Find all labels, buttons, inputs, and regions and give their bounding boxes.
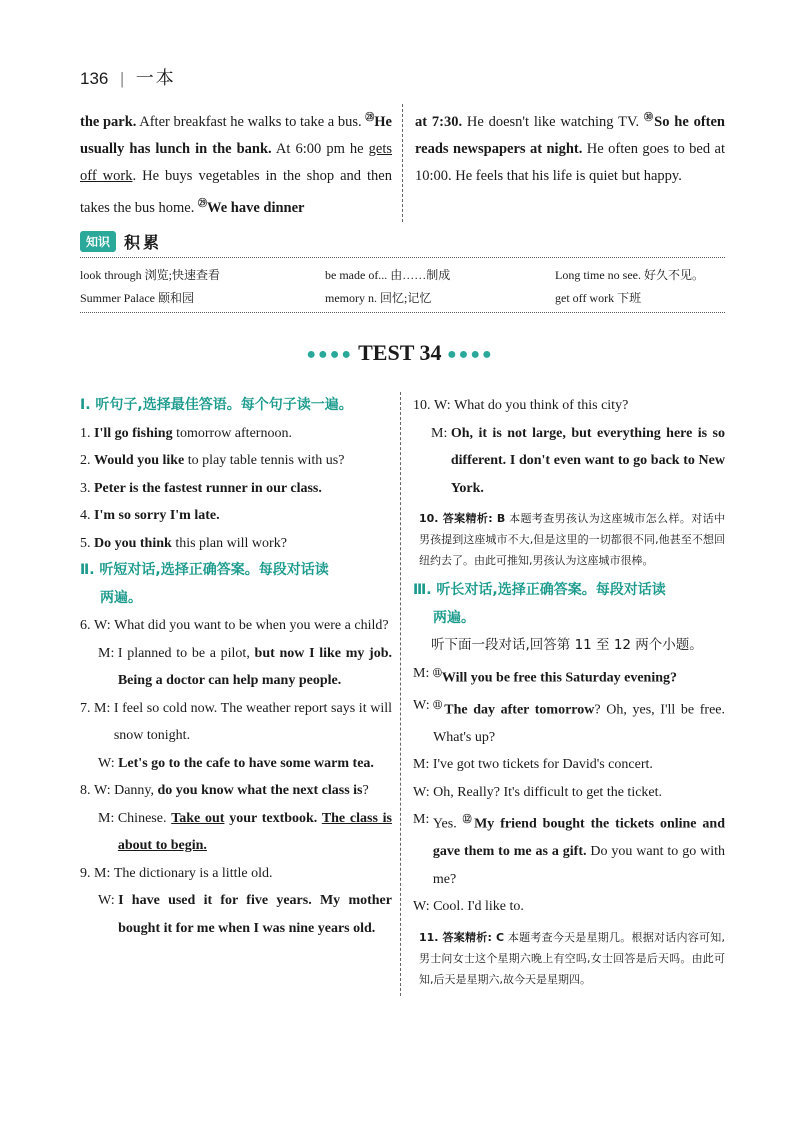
speaker: W: <box>413 899 434 915</box>
vocab-item: Long time no see. 好久不见。 <box>555 268 704 282</box>
question-number: 2. <box>80 453 94 468</box>
question-10-reply <box>413 420 725 503</box>
speaker: M: <box>94 700 114 716</box>
question-text: tomorrow afternoon. <box>172 425 292 441</box>
section-2-title <box>80 557 392 612</box>
passage-text: After breakfast he walks to take a bus. <box>136 113 362 130</box>
knowledge-header <box>80 230 725 258</box>
dialogue-bold: but now I like my job. Being a doctor can help many people. <box>117 645 393 688</box>
speaker: W: <box>94 618 115 633</box>
dialogue-bold: My friend bought the tickets online and gave them to me as a gift. <box>432 816 725 860</box>
question-2 <box>80 447 392 475</box>
passage-text: So he often reads newspapers at night. <box>415 113 725 157</box>
test-title-text: TEST 34 <box>358 340 442 365</box>
passage-text: We have dinner <box>207 199 305 216</box>
passage-text: . He buys vegetables in the shop and then takes the bus home. <box>80 167 392 216</box>
passage-text: He often goes to bed at 10:00. He feels that his life is quiet but happy. <box>415 140 725 184</box>
underlined-phrase: Take out <box>171 810 225 826</box>
speaker: W: <box>98 893 119 908</box>
passage-text: the park. <box>80 113 137 130</box>
vocab-item: be made of... 由……制成 <box>325 268 451 282</box>
speaker: M: <box>413 757 433 773</box>
dialogue-text: What do you think of this city? <box>454 398 629 413</box>
question-number: 8. <box>80 783 94 798</box>
note-marker: ⑪ <box>433 699 445 710</box>
dialogue-line <box>413 660 725 692</box>
dialogue-bold: Let's go to the cafe to have some warm tea. <box>118 755 374 771</box>
speaker: M: <box>413 812 433 828</box>
speaker: M: <box>98 810 118 826</box>
question-6-reply <box>80 640 392 695</box>
speaker: M: <box>94 865 114 881</box>
dialogue-line <box>413 779 725 807</box>
question-8-reply <box>80 805 392 860</box>
dialogue-text: Yes. <box>432 816 463 832</box>
dialogue-bold: your textbook. <box>224 810 322 826</box>
vocab-list <box>80 258 725 313</box>
dialogue-text: Do you want to go with me? <box>432 844 725 887</box>
question-7-reply <box>80 750 392 778</box>
test-title <box>0 340 800 366</box>
section-2-title-cont: 两遍。 <box>100 589 142 606</box>
top-passage-left <box>80 104 402 222</box>
page-header <box>80 64 176 90</box>
question-text: to play table tennis with us? <box>184 453 345 468</box>
vocab-item: Summer Palace 颐和园 <box>80 291 194 305</box>
dialogue-text: Chinese. <box>117 810 172 826</box>
dialogue-text: ? <box>362 783 369 798</box>
dialogue-bold: do you know what the next class is <box>157 783 363 798</box>
knowledge-badge: 知识 <box>80 231 116 252</box>
test-body <box>80 392 725 996</box>
question-6 <box>80 612 392 640</box>
question-number: 6. <box>80 618 94 633</box>
header-separator: | <box>120 69 124 88</box>
section-2-title-text: Ⅱ. 听短对话,选择正确答案。每段对话读 <box>80 562 329 578</box>
right-column <box>400 392 725 996</box>
note-marker: ㉚ <box>643 112 655 122</box>
page-number: 136 <box>80 69 109 88</box>
section-3-title-text: Ⅲ. 听长对话,选择正确答案。每段对话读 <box>413 582 666 598</box>
passage-text: He doesn't like watching TV. <box>462 113 644 130</box>
question-bold: Peter is the fastest runner in our class. <box>94 480 322 496</box>
section-3-title-cont: 两遍。 <box>433 609 475 626</box>
left-column <box>80 392 400 996</box>
dialogue-line <box>413 806 725 893</box>
note-marker: ⑪ <box>432 667 442 678</box>
underlined-phrase: gets off work <box>80 140 392 184</box>
note-marker: ㉙ <box>198 197 208 208</box>
question-number: 10. <box>413 398 434 413</box>
question-3 <box>80 475 392 503</box>
dialogue-text: I feel so cold now. The weather report says it will snow tonight. <box>113 700 392 743</box>
note-marker: ⑫ <box>462 814 475 825</box>
speaker: M: <box>413 665 433 681</box>
question-number: 4. <box>80 508 94 523</box>
dialogue-text: I planned to be a pilot, <box>117 645 255 661</box>
top-passage <box>80 104 725 222</box>
dialogue-text: Cool. I'd like to. <box>433 899 524 915</box>
title-dots-right: ●●●● <box>446 345 494 363</box>
vocab-item: get off work 下班 <box>555 291 642 305</box>
answer-label: 11. 答案精析: C <box>419 930 505 944</box>
question-bold: Would you like <box>94 453 185 468</box>
vocab-item: memory n. 回忆;记忆 <box>325 291 432 305</box>
speaker: M: <box>431 425 451 441</box>
knowledge-box <box>80 230 725 313</box>
question-text: this plan will work? <box>171 535 287 551</box>
question-4 <box>80 502 392 530</box>
answer-10-explanation <box>413 502 725 577</box>
dialogue-line <box>413 893 725 921</box>
dialogue-bold: Oh, it is not large, but everything here is so different. I don't even want to go back to New York. <box>450 425 725 496</box>
answer-label: 10. 答案精析: B <box>419 512 506 525</box>
question-number: 3. <box>80 480 94 496</box>
speaker: W: <box>413 697 434 713</box>
dialogue-text: Oh, Really? It's difficult to get the ticket. <box>433 784 663 800</box>
dialogue-line <box>413 692 725 752</box>
question-7 <box>80 695 392 750</box>
dialogue-text: What did you want to be when you were a child? <box>114 618 389 633</box>
dialogue-line <box>413 751 725 779</box>
section-1-title: Ⅰ. 听句子,选择最佳答语。每个句子读一遍。 <box>80 397 353 413</box>
section-3-title <box>413 577 725 632</box>
dialogue-text: I've got two tickets for David's concert. <box>432 757 653 773</box>
vocab-item: look through 浏览;快速查看 <box>80 268 220 282</box>
question-bold: I'm so sorry I'm late. <box>94 508 220 523</box>
question-1 <box>80 420 392 448</box>
answer-text: 本题考查今天是星期几。根据对话内容可知,男士问女士这个星期六晚上有空吗,女士回答是后天吗。由此可知,后天是星期六,故今天是星期四。 <box>419 930 725 986</box>
question-number: 7. <box>80 700 94 716</box>
dialogue-text: Danny, <box>114 783 158 798</box>
question-number: 1. <box>80 425 94 441</box>
speaker: W: <box>94 783 115 798</box>
book-name: 一本 <box>135 68 176 89</box>
knowledge-title: 积累 <box>124 233 163 252</box>
question-9-reply <box>80 887 392 942</box>
note-marker: ㉘ <box>365 112 375 122</box>
title-dots-left: ●●●● <box>306 345 354 363</box>
answer-text: 本题考查男孩认为这座城市怎么样。对话中男孩提到这座城市不大,但是这里的一切都很不同,他甚至不想回纽约去了。由此可推知,男孩认为这座城市很棒。 <box>419 512 725 567</box>
question-number: 9. <box>80 865 94 881</box>
question-bold: Do you think <box>94 535 172 551</box>
speaker: W: <box>434 398 455 413</box>
question-number: 5. <box>80 535 94 551</box>
passage-text: at 7:30. <box>415 113 463 130</box>
dialogue-text: The dictionary is a little old. <box>113 865 273 881</box>
passage-text: He usually has lunch in the bank. <box>80 113 392 157</box>
question-10 <box>413 392 725 420</box>
dialogue-text: ? Oh, yes, I'll be free. What's up? <box>433 702 725 745</box>
speaker: W: <box>98 755 119 771</box>
underlined-phrase: The class is about to begin. <box>117 810 392 853</box>
dialogue-bold: I have used it for five years. My mother bought it for me when I was nine years old. <box>118 893 392 936</box>
question-5 <box>80 530 392 558</box>
speaker: M: <box>98 645 118 661</box>
dialogue-bold: Will you be free this Saturday evening? <box>441 670 678 686</box>
answer-11-explanation <box>413 921 725 996</box>
question-9 <box>80 860 392 888</box>
question-8 <box>80 777 392 805</box>
speaker: W: <box>413 784 434 800</box>
dialogue-bold: The day after tomorrow <box>444 702 595 718</box>
passage-text: At 6:00 pm he <box>271 140 369 157</box>
listening-intro: 听下面一段对话,回答第 11 至 12 两个小题。 <box>431 637 703 653</box>
question-bold: I'll go fishing <box>94 425 173 441</box>
top-passage-right <box>402 104 725 222</box>
